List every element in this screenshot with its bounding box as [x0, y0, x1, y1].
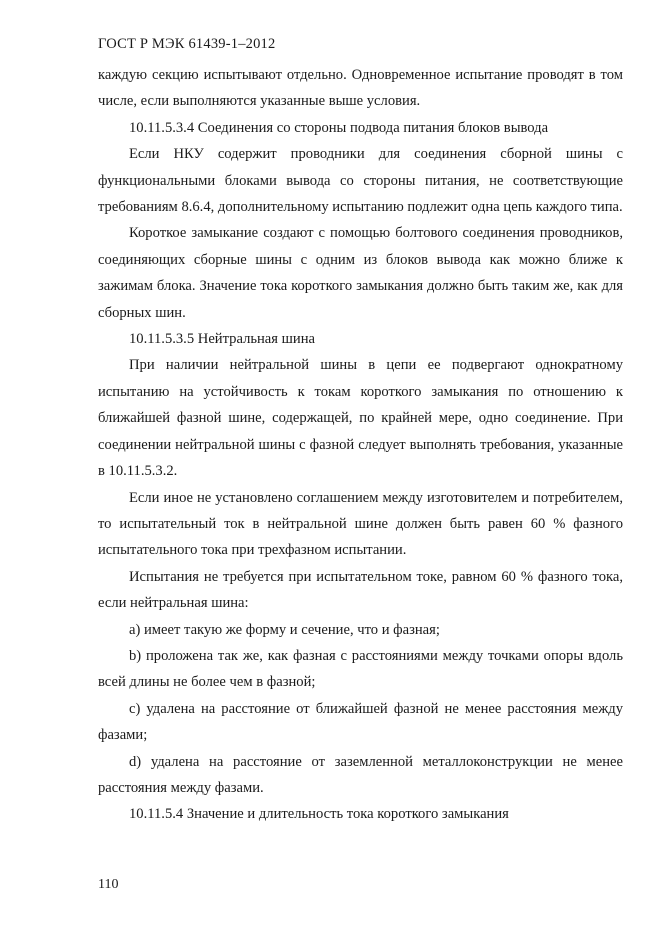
document-body — [98, 62, 623, 828]
paragraph-continuation: каждую секцию испытывают отдельно. Одновременное испытание проводят в том числе, если выполняются указанные выше условия. — [98, 67, 623, 110]
list-item-d: d) удалена на расстояние от заземленной металлоконструкции не менее расстояния между фазами. — [98, 753, 623, 796]
paragraph: Если НКУ содержит проводники для соединения сборной шины с функциональными блоками вывода со стороны питания, не соответствующие требованиям 8.6.4, дополнительному испытанию подлежит одна цепь каждого типа. — [98, 146, 623, 216]
section-heading-10-11-5-3-4: 10.11.5.3.4 Соединения со стороны подвода питания блоков вывода — [129, 119, 549, 136]
page-number: 110 — [98, 877, 119, 892]
section-heading-10-11-5-3-5: 10.11.5.3.5 Нейтральная шина — [129, 331, 315, 348]
paragraph: Если иное не установлено соглашением между изготовителем и потребителем, то испытательный ток в нейтральной шине должен быть равен 60 % фазного испытательного тока при трехфазном испытании. — [98, 489, 623, 559]
list-item-c: с) удалена на расстояние от ближайшей фазной не менее расстояния между фазами; — [98, 700, 623, 744]
list-item-a: а) имеет такую же форму и сечение, что и фазная; — [129, 621, 440, 638]
paragraph: При наличии нейтральной шины в цепи ее подвергают однократному испытанию на устойчивость к токам короткого замыкания по отношению к ближайшей фазной шине, содержащей, по крайней мере, одно соединение. При соединении нейтральной шины с фазной следует выполнять требования, указанные в 10.11.5.3.2. — [98, 357, 623, 480]
section-heading-10-11-5-4: 10.11.5.4 Значение и длительность тока короткого замыкания — [129, 806, 509, 823]
document-header: ГОСТ Р МЭК 61439-1–2012 — [98, 36, 276, 52]
paragraph: Испытания не требуется при испытательном токе, равном 60 % фазного тока, если нейтральная шина: — [98, 568, 623, 612]
paragraph: Короткое замыкание создают с помощью болтового соединения проводников, соединяющих сборные шины с одним из блоков вывода как можно ближе к зажимам блока. Значение тока короткого замыкания должно быть таким же, как для сборных шин. — [98, 225, 623, 321]
list-item-b: b) проложена так же, как фазная с расстояниями между точками опоры вдоль всей длины не более чем в фазной; — [98, 647, 623, 691]
